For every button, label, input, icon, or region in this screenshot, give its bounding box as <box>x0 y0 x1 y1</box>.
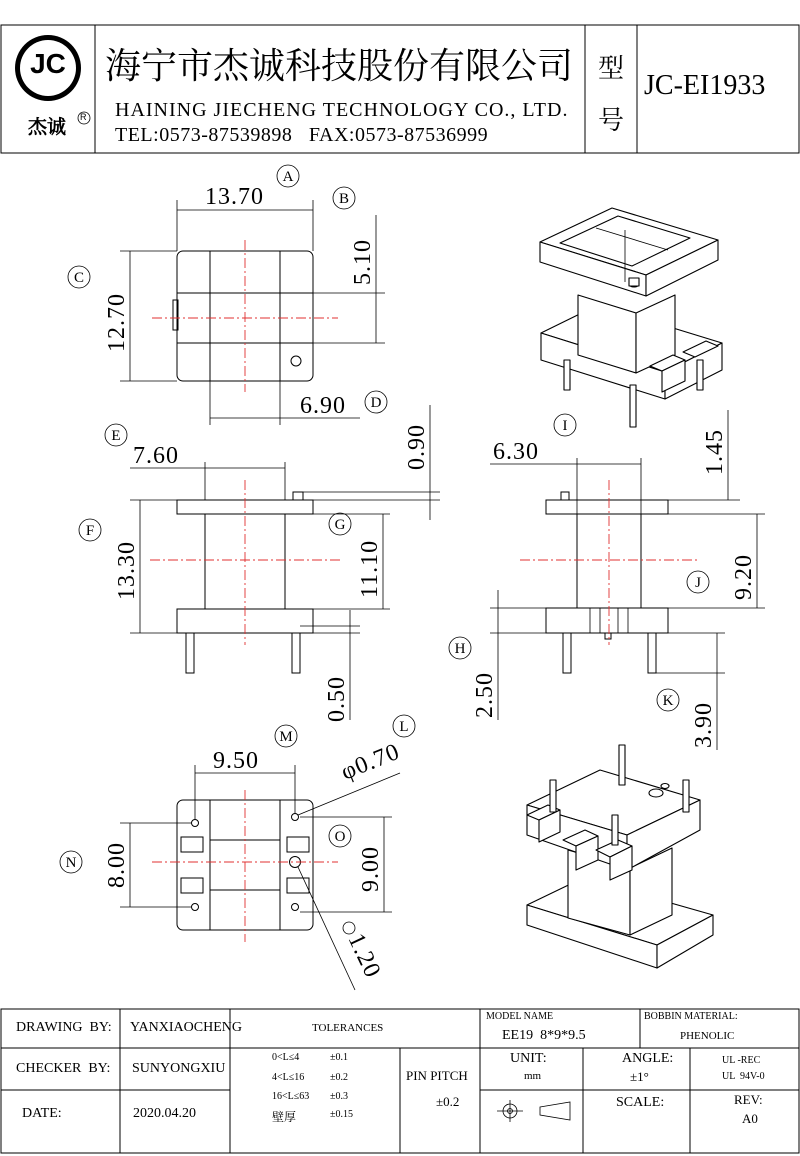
isometric-view-bottom <box>527 745 713 968</box>
letter-G: G <box>334 517 346 533</box>
date-label: DATE: <box>22 1106 62 1121</box>
letter-B: B <box>338 191 350 207</box>
letter-C: C <box>73 270 85 286</box>
ul-94v0: UL 94V-0 <box>722 1071 765 1082</box>
letter-F: F <box>85 523 95 539</box>
tol-value-4: ±0.15 <box>330 1109 353 1120</box>
drawing-by-value: YANXIAOCHENG <box>130 1020 242 1035</box>
letter-O: O <box>334 829 346 845</box>
dim-L-value: φ0.70 <box>337 738 404 786</box>
letter-L: L <box>399 719 409 735</box>
dim-K-value: 3.90 <box>691 702 717 748</box>
dim-H-value: 2.50 <box>472 672 498 718</box>
tol-value-3: ±0.3 <box>330 1091 348 1102</box>
pin-pitch-label: PIN PITCH <box>406 1068 468 1083</box>
letter-K: K <box>662 693 674 709</box>
dim-M-value: 9.50 <box>213 748 259 774</box>
model-label-2: 号 <box>598 106 625 136</box>
tolerances-label: TOLERANCES <box>312 1022 384 1034</box>
tol-range-3: 16<L≤63 <box>272 1091 310 1102</box>
model-number: JC-EI1933 <box>644 70 766 101</box>
dim-N-value: 8.00 <box>104 842 130 888</box>
company-contact: TEL:0573-87539898 FAX:0573-87536999 <box>115 124 489 146</box>
letter-M: M <box>279 729 293 745</box>
angle-value: ±1° <box>630 1069 649 1084</box>
checker-by-label: CHECKER BY: <box>16 1061 111 1076</box>
dim-O-value: 9.00 <box>358 846 384 892</box>
angle-label: ANGLE: <box>622 1051 674 1066</box>
model-label-1: 型 <box>598 54 625 84</box>
letter-A: A <box>282 169 294 185</box>
letter-E: E <box>111 428 121 444</box>
logo-text: JC <box>30 48 66 79</box>
tol-range-4: 壁厚 <box>272 1110 297 1124</box>
letter-J: J <box>695 575 701 591</box>
letter-H: H <box>454 641 466 657</box>
company-name-en: HAINING JIECHENG TECHNOLOGY CO., LTD. <box>115 99 569 121</box>
unit-label: UNIT: <box>510 1051 547 1066</box>
dim-pin-gap: 0.50 <box>324 676 350 722</box>
isometric-view-top <box>540 208 722 427</box>
bobbin-material-label: BOBBIN MATERIAL: <box>644 1011 738 1022</box>
dim-E-value: 7.60 <box>133 443 179 469</box>
dim-I-value: 6.30 <box>493 439 539 465</box>
tol-range-1: 0<L≤4 <box>272 1052 300 1063</box>
tol-value-1: ±0.1 <box>330 1052 348 1063</box>
dim-C-value: 12.70 <box>104 293 130 352</box>
unit-value: mm <box>524 1070 542 1082</box>
letter-D: D <box>370 395 382 411</box>
dim-pin-hole: 1.20 <box>342 929 386 983</box>
dim-B-value: 5.10 <box>350 239 376 285</box>
model-name-label: MODEL NAME <box>486 1011 554 1022</box>
date-value: 2020.04.20 <box>133 1106 196 1121</box>
logo-subtitle: 杰诚 <box>28 116 67 138</box>
rev-label: REV: <box>734 1092 763 1107</box>
bobbin-material-value: PHENOLIC <box>680 1030 735 1042</box>
checker-by-value: SUNYONGXIU <box>132 1061 226 1076</box>
dim-A-value: 13.70 <box>205 184 264 210</box>
letter-I: I <box>562 418 568 434</box>
letter-N: N <box>65 855 77 871</box>
dim-flange-thickness: 0.90 <box>404 424 430 470</box>
rev-value: A0 <box>742 1111 758 1126</box>
company-name-cn: 海宁市杰诚科技股份有限公司 <box>105 46 574 87</box>
scale-label: SCALE: <box>616 1095 665 1110</box>
dim-F-value: 13.30 <box>114 541 140 600</box>
pin-pitch-value: ±0.2 <box>436 1094 460 1109</box>
top-view <box>120 200 385 425</box>
model-name-value: EE19 8*9*9.5 <box>502 1028 586 1043</box>
tol-value-2: ±0.2 <box>330 1072 348 1083</box>
ul-rec: UL -REC <box>722 1055 761 1066</box>
dim-top-offset: 1.45 <box>702 429 728 475</box>
title-block <box>0 1008 800 1156</box>
drawing-by-label: DRAWING BY: <box>16 1020 112 1035</box>
tol-range-2: 4<L≤16 <box>272 1072 305 1083</box>
registered-mark: R <box>80 112 87 122</box>
dim-J-value: 9.20 <box>731 554 757 600</box>
dim-D-value: 6.90 <box>300 393 346 419</box>
dim-G-value: 11.10 <box>357 539 383 598</box>
